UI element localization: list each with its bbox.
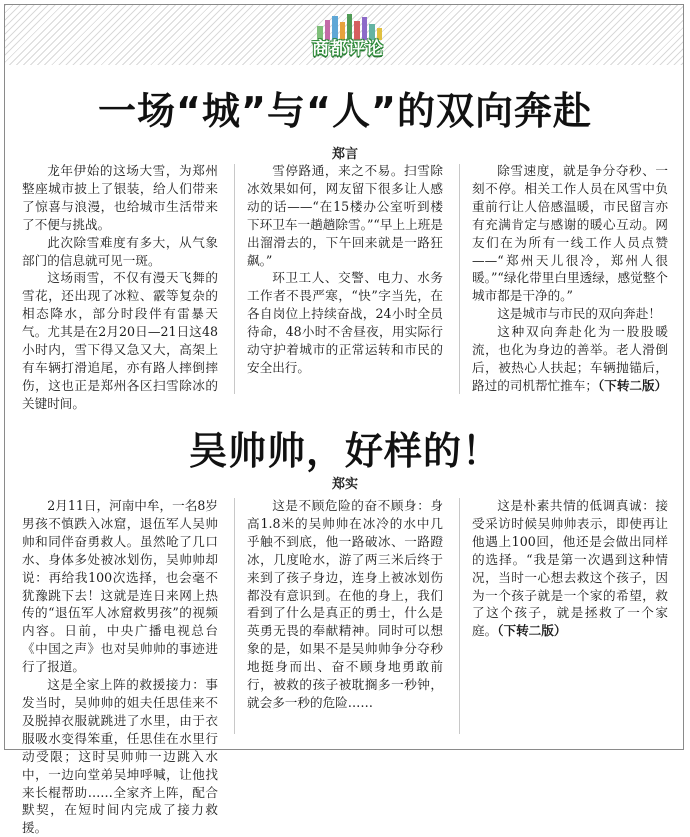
column-banner-label: 商都评论 <box>312 39 384 59</box>
article1-headline: 一场“城”与“人”的双向奔赴 <box>98 89 592 133</box>
article2-paragraph: 这是不顾危险的奋不顾身：身高1.8米的吴帅帅在冰冷的水中几乎触不到底，他一路破冰、一路蹬冰，几度呛水，游了两三米后终于来到了孩子身边，连身上被冰划伤都没有意识到。在他的身上，我们看到了什么是真正的勇士，什么是英勇无畏的奉献精神。同时可以想象的是，如果不是吴帅帅争分夺秒地挺身而出、奋不顾身地勇敢前行，被救的孩子被耽搁多一秒钟，就会多一秒的危险…… <box>247 498 443 710</box>
article1-paragraph: 环卫工人、交警、电力、水务工作者不畏严寒，“快”字当先，在各自岗位上持续奋战，24小时全员待命，48小时不舍昼夜，用实际行动守护着城市的正常运转和市民的安全出行。 <box>247 270 443 375</box>
article1-paragraph: 除雪速度，就是争分夺秒、一刻不停。相关工作人员在风雪中负重前行让人倍感温暖，市民留言亦有充满肯定与感谢的暖心互动。网友们在为所有一线工作人员点赞——“郑州天儿很冷，郑州人很暖。”“绿化带里白里透绿，感觉整个城市都是干净的。” <box>472 163 668 304</box>
column-divider <box>459 498 460 734</box>
article2-column-3 <box>472 497 668 640</box>
article1-paragraph: 此次除雪难度有多大，从气象部门的信息就可见一斑。 <box>22 234 218 268</box>
article1-column-1 <box>22 162 218 413</box>
article2-headline: 吴帅帅，好样的！ <box>188 429 501 473</box>
article2-byline: 郑实 <box>331 477 358 492</box>
article2-paragraph-text: 这是朴素共情的低调真诚：接受采访时候吴帅帅表示，即使再让他遇上100回，他还是会做出同样的选择。“我是第一次遇到这种情况，当时一心想去救这个孩子，因为一个孩子就是一个家的希望，救了这个孩子，就是拯救了一个家庭。 <box>472 498 668 639</box>
article2-column-1 <box>22 497 218 837</box>
column-banner <box>293 12 403 60</box>
article1-column-3 <box>472 162 668 395</box>
column-divider <box>234 164 235 394</box>
article1-paragraph: 龙年伊始的这场大雪，为郑州整座城市披上了银装，给人们带来了惊喜与浪漫，也给城市生活带来了不便与挑战。 <box>22 163 218 232</box>
article1-byline: 郑言 <box>331 147 358 162</box>
article1-paragraph: 这场雨雪，不仅有漫天飞舞的雪花，还出现了冰粒、霰等复杂的相态降水，部分时段伴有雷暴天气。尤其是在2月20日—21日这48小时内，雪下得又急又大，高架上有车辆打滑追尾，亦有路人摔倒摔伤，这也正是郑州各区扫雪除冰的关键时间。 <box>22 270 218 411</box>
article1-paragraph: 这是城市与市民的双向奔赴！ <box>497 306 661 322</box>
column-divider <box>459 164 460 394</box>
article2-paragraph: 这是全家上阵的救援接力：事发当时，吴帅帅的姐夫任思佳来不及脱掉衣服就跳进了水里，由于衣服吸水变得笨重，任思佳在水里行动受限；这时吴帅帅一边跳入水中，一边向堂弟吴坤呼喊，让他找来长棍帮助……全家齐上阵，配合默契，在短时间内完成了接力救援。 <box>22 677 218 836</box>
article1-paragraph <box>472 323 668 395</box>
article2-continued-note: （下转二版） <box>497 623 567 639</box>
article1-continued-note: （下转二版） <box>597 377 668 393</box>
article2-paragraph <box>472 497 668 640</box>
article2-column-2 <box>247 497 443 712</box>
city-skyline-icon <box>313 12 385 40</box>
article1-paragraph-text: 这种双向奔赴化为一股股暖流，也化为身边的善举。老人滑倒后，被热心人扶起；车辆抛锚后，路过的司机帮忙推车； <box>472 324 668 393</box>
article1-column-2 <box>247 162 443 377</box>
article2-paragraph: 2月11日，河南中牟，一名8岁男孩不慎跌入冰窟，退伍军人吴帅帅和同伴奋勇救人。虽然呛了几口水、身体多处被冰划伤，吴帅帅却说：再给我100次选择，也会毫不犹豫跳下去！这就是连日来网上热传的“退伍军人冰窟救男孩”的视频内容。日前，中央广播电视总台《中国之声》也对吴帅帅的事迹进行了报道。 <box>22 498 218 675</box>
column-divider <box>234 498 235 734</box>
article1-paragraph: 雪停路通，来之不易。扫雪除冰效果如何，网友留下很多让人感动的话——“在15楼办公室听到楼下环卫车一趟趟除雪。”“早上上班是出溜滑去的，下午回来就是一路狂飙。” <box>247 163 443 268</box>
